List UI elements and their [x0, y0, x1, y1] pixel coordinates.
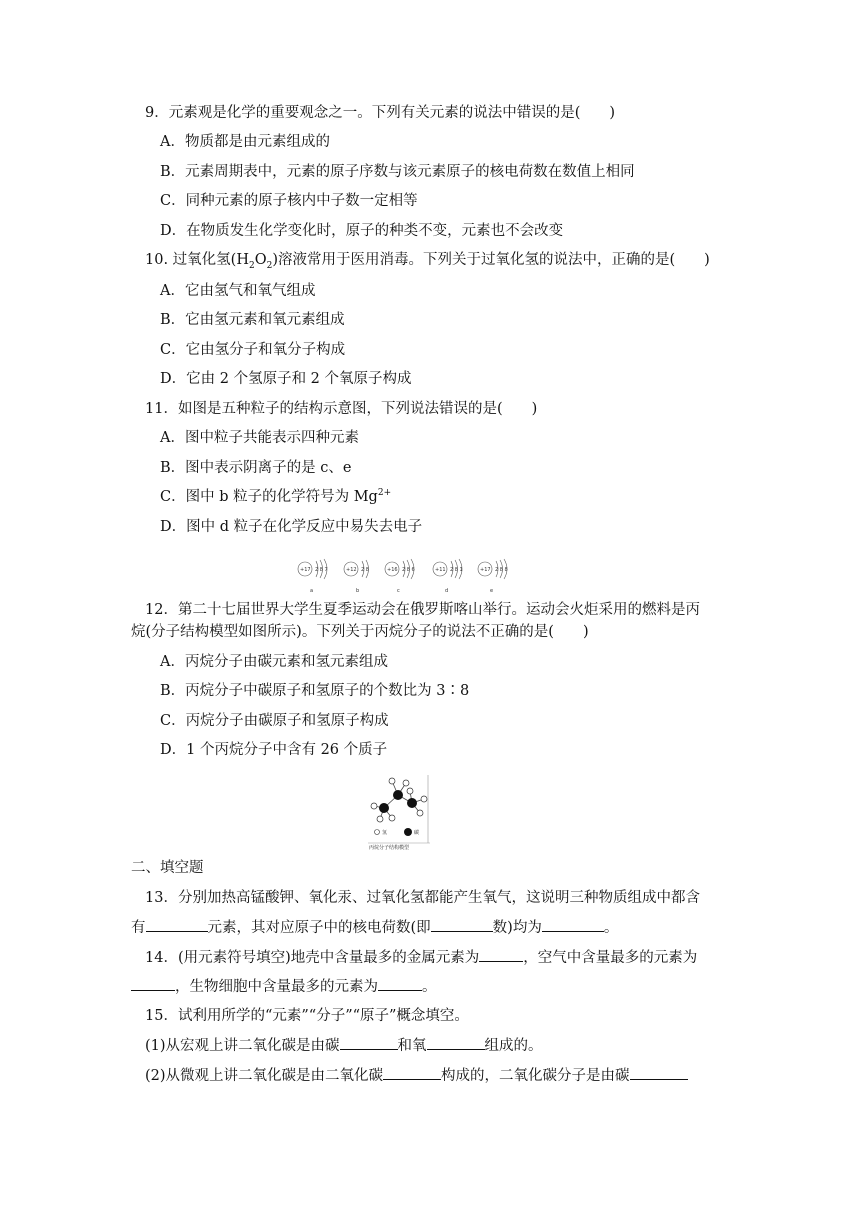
q10-option-c: C．它由氢分子和氧分子构成 [160, 342, 346, 358]
q12-stem-line2: 烷(分子结构模型如图所示)。下列关于丙烷分子的说法不正确的是( ) [131, 624, 589, 640]
q15-text: (1)从宏观上讲二氧化碳是由碳 [145, 1038, 340, 1054]
svg-text:2 8 6: 2 8 6 [402, 567, 415, 573]
svg-text:+11: +11 [435, 567, 446, 573]
q13-line1: 13．分别加热高锰酸钾、氧化汞、过氧化氢都能产生氧气，这说明三种物质组成中都含 [145, 890, 700, 906]
q11-option-c-text: C．图中 b 粒子的化学符号为 Mg [160, 489, 378, 505]
svg-text:2 8 8: 2 8 8 [495, 567, 508, 573]
q11-option-c [160, 487, 391, 507]
q15-line3 [145, 1065, 688, 1086]
q10-subscript: 2 [248, 260, 255, 271]
q15-text: 和氧 [397, 1038, 427, 1054]
propane-model-caption: 丙烷分子结构模型 [369, 845, 410, 851]
q10-option-d: D．它由 2 个氢原子和 2 个氧原子构成 [160, 371, 412, 387]
q13-text: 有 [131, 920, 146, 936]
q13-blank-2[interactable] [431, 917, 493, 932]
q14-text: ，生物细胞中含量最多的元素为 [175, 979, 378, 995]
svg-text:+12: +12 [346, 567, 357, 573]
q11-stem: 11．如图是五种粒子的结构示意图，下列说法错误的是( ) [145, 401, 538, 417]
q9-option-c: C．同种元素的原子核内中子数一定相等 [160, 193, 418, 209]
q9-option-b: B．元素周期表中，元素的原子序数与该元素原子的核电荷数在数值上相同 [160, 164, 635, 180]
q15-text: 组成的。 [484, 1038, 543, 1054]
q13-text: 数)均为 [492, 920, 542, 936]
q13-blank-3[interactable] [542, 917, 604, 932]
q12-option-a: A．丙烷分子由碳元素和氢元素组成 [160, 654, 388, 670]
q13-line2 [131, 917, 618, 938]
q15-blank-2[interactable] [427, 1035, 485, 1050]
q10-subscript: 2 [266, 260, 273, 271]
q15-blank-3[interactable] [383, 1065, 441, 1080]
svg-text:2 8: 2 8 [361, 567, 369, 573]
q10-stem-part: O [254, 252, 267, 268]
q12-stem-line1: 12．第二十七届世界大学生夏季运动会在俄罗斯喀山举行。运动会火炬采用的燃料是丙 [145, 602, 700, 618]
q14-line2 [131, 976, 437, 997]
propane-molecule-model [368, 773, 432, 851]
q10-stem-part: )溶液常用于医用消毒。下列关于过氧化氢的说法中，正确的是( ) [272, 252, 710, 268]
particle-a [298, 559, 328, 594]
svg-text:+17: +17 [480, 567, 491, 573]
particle-structure-diagrams [295, 555, 520, 595]
q11-option-a: A．图中粒子共能表示四种元素 [160, 430, 359, 446]
section-fill-in-title: 二、填空题 [131, 860, 204, 876]
q15-blank-1[interactable] [340, 1035, 398, 1050]
svg-text:2 8 7: 2 8 7 [315, 567, 328, 573]
q12-option-d: D．1 个丙烷分子中含有 26 个质子 [160, 742, 388, 758]
q12-option-c: C．丙烷分子由碳原子和氢原子构成 [160, 713, 389, 729]
q12-option-b: B．丙烷分子中碳原子和氢原子的个数比为 3∶8 [160, 683, 470, 699]
hydrogen-legend-icon [375, 830, 380, 835]
particle-b [344, 560, 369, 594]
q11-option-b: B．图中表示阴离子的是 c、e [160, 460, 352, 476]
q10-option-b: B．它由氢元素和氧元素组成 [160, 312, 345, 328]
q13-blank-1[interactable] [146, 917, 208, 932]
q11-charge-superscript: 2+ [377, 488, 392, 499]
q9-stem: 9．元素观是化学的重要观念之一。下列有关元素的说法中错误的是( ) [145, 105, 616, 121]
q14-text: ，空气中含量最多的元素为 [523, 950, 698, 966]
q15-line2 [145, 1035, 543, 1056]
q10-option-a: A．它由氢气和氧气组成 [160, 283, 316, 299]
svg-text:+16: +16 [387, 567, 398, 573]
svg-text:b: b [356, 588, 360, 594]
particle-e [478, 559, 508, 594]
q10-stem [145, 250, 710, 270]
q13-text: 元素，其对应原子中的核电荷数(即 [207, 920, 431, 936]
q14-blank-3[interactable] [378, 976, 422, 991]
q14-line1 [145, 947, 697, 968]
q14-text: 。 [422, 979, 437, 995]
q15-text: 构成的，二氧化碳分子是由碳 [441, 1068, 630, 1084]
q13-text: 。 [603, 920, 619, 936]
q14-blank-1[interactable] [479, 947, 523, 962]
legend-carbon-label: 碳 [414, 830, 420, 836]
particle-d [433, 559, 463, 594]
q9-option-a: A．物质都是由元素组成的 [160, 134, 330, 150]
svg-text:c: c [397, 588, 400, 594]
q9-option-d: D．在物质发生化学变化时，原子的种类不变，元素也不会改变 [160, 223, 564, 239]
svg-text:2 8 1: 2 8 1 [450, 567, 463, 573]
svg-text:+17: +17 [300, 567, 311, 573]
svg-text:d: d [445, 588, 449, 594]
q14-blank-2[interactable] [131, 976, 175, 991]
q11-option-d: D．图中 d 粒子在化学反应中易失去电子 [160, 519, 423, 535]
svg-text:a: a [310, 588, 314, 594]
q10-stem-part: 10. 过氧化氢(H [145, 252, 249, 268]
q15-blank-4[interactable] [630, 1065, 688, 1080]
particle-c [385, 559, 415, 594]
q15-line1: 15．试利用所学的“元素”“分子”“原子”概念填空。 [145, 1008, 469, 1024]
q14-text: 14．(用元素符号填空)地壳中含量最多的金属元素为 [145, 950, 480, 966]
legend-hydrogen-label: 氢 [382, 830, 388, 836]
svg-text:e: e [490, 588, 494, 594]
q15-text: (2)从微观上讲二氧化碳是由二氧化碳 [145, 1068, 384, 1084]
carbon-legend-icon [404, 828, 412, 836]
